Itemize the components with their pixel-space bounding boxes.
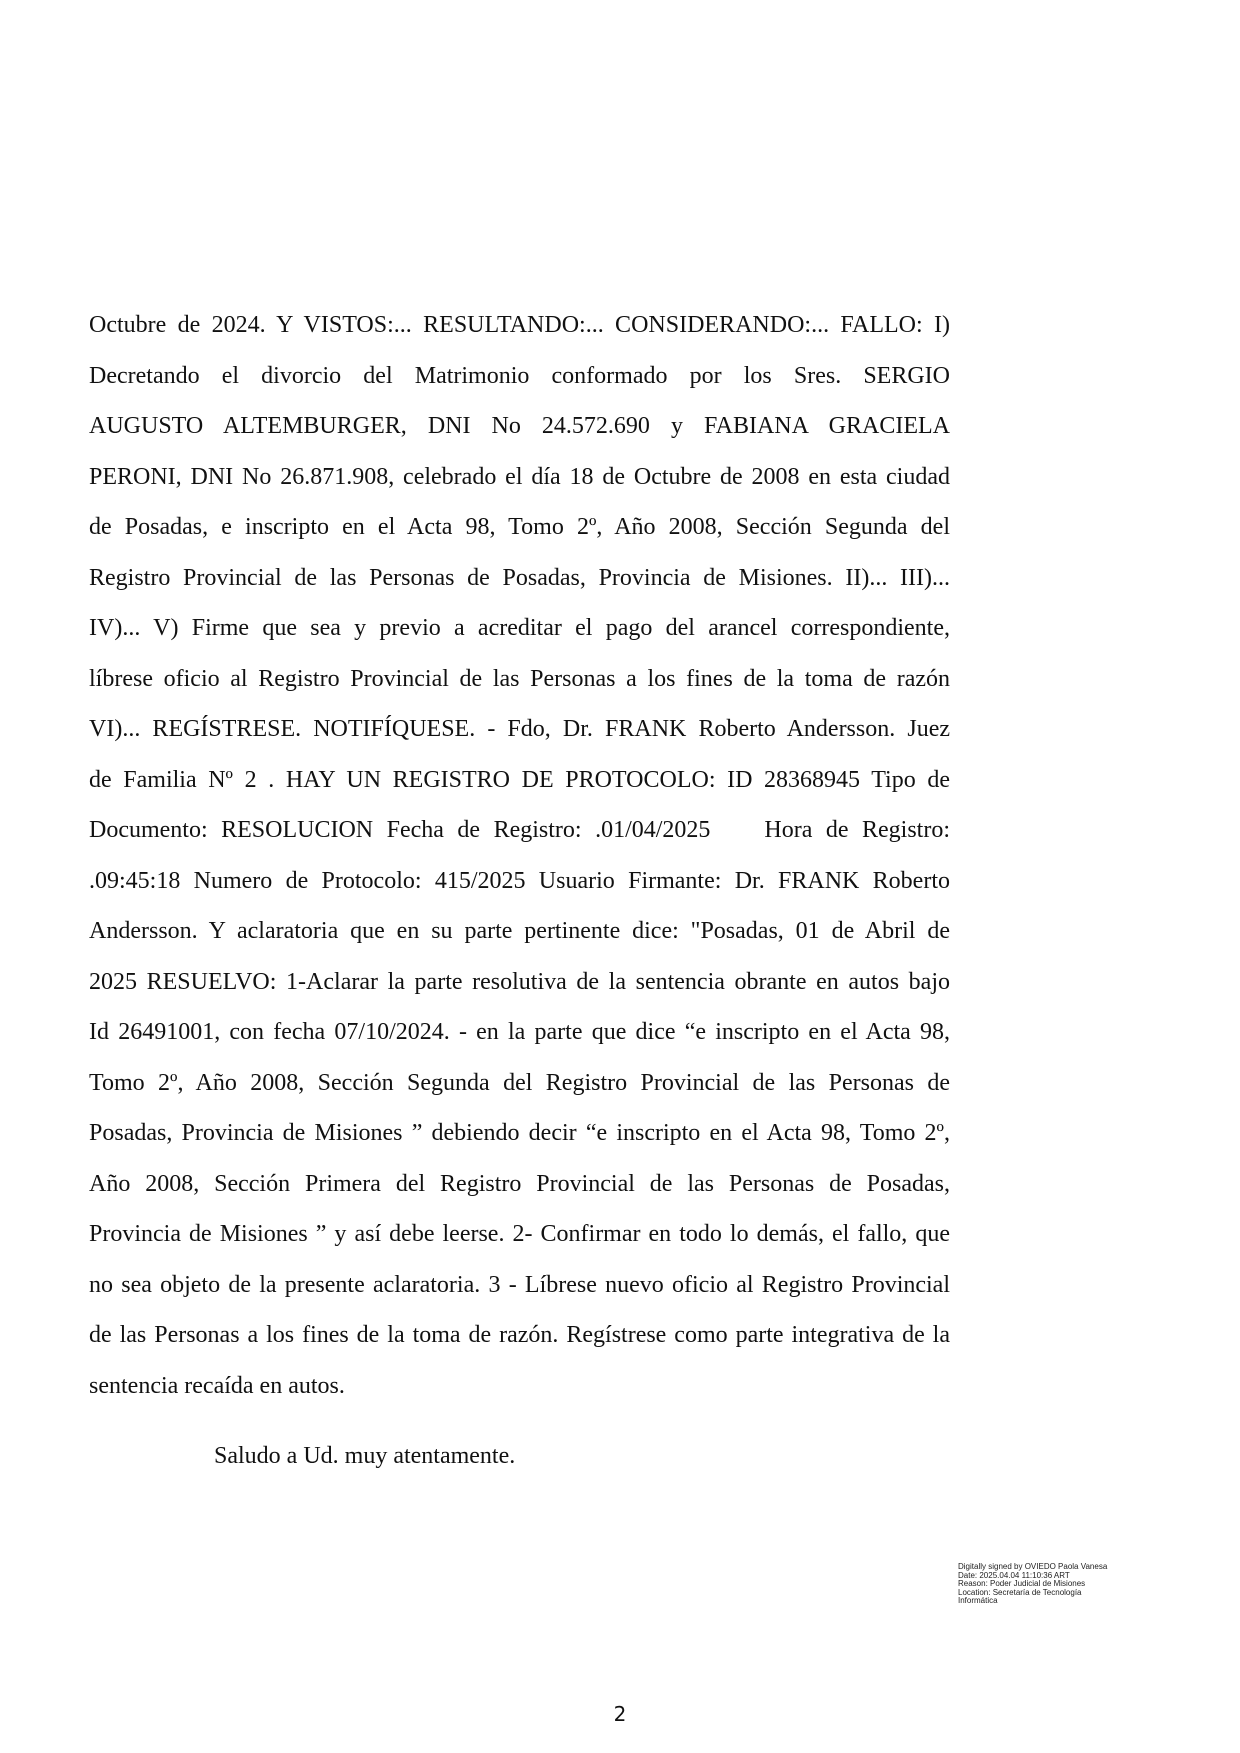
body-line: Registro Provincial de las Personas de Posadas, Provincia de Misiones. II)... III)... (89, 564, 950, 591)
body-line: Provincia de Misiones ” y así debe leerse. 2- Confirmar en todo lo demás, el fallo, que (89, 1221, 950, 1247)
body-line: .09:45:18 Numero de Protocolo: 415/2025 Usuario Firmante: Dr. FRANK Roberto (89, 867, 950, 894)
body-line: no sea objeto de la presente aclaratoria. 3 - Líbrese nuevo oficio al Registro Provincial (89, 1271, 950, 1298)
body-line: de Posadas, e inscripto en el Acta 98, Tomo 2º, Año 2008, Sección Segunda del (89, 514, 950, 540)
digital-signature-block (958, 1563, 1178, 1606)
body-line: Documento: RESOLUCION Fecha de Registro: .01/04/2025 Hora de Registro: (89, 817, 950, 843)
closing-salutation: Saludo a Ud. muy atentamente. (214, 1443, 516, 1469)
body-line: Decretando el divorcio del Matrimonio conformado por los Sres. SERGIO (89, 362, 950, 389)
signature-line: Reason: Poder Judicial de Misiones (958, 1579, 1086, 1588)
body-line: de Familia Nº 2 . HAY UN REGISTRO DE PROTOCOLO: ID 28368945 Tipo de (89, 766, 950, 793)
body-line: Año 2008, Sección Primera del Registro Provincial de las Personas de Posadas, (89, 1170, 950, 1197)
page-number: 2 (613, 1702, 627, 1726)
body-line: Posadas, Provincia de Misiones ” debiendo decir “e inscripto en el Acta 98, Tomo 2º, (89, 1120, 950, 1146)
body-line: PERONI, DNI No 26.871.908, celebrado el día 18 de Octubre de 2008 en esta ciudad (89, 463, 950, 490)
body-line: Id 26491001, con fecha 07/10/2024. - en la parte que dice “e inscripto en el Acta 98, (89, 1019, 950, 1045)
resolution-body-text (89, 300, 950, 1411)
body-line: IV)... V) Firme que sea y previo a acreditar el pago del arancel correspondiente, (89, 615, 950, 641)
body-line: AUGUSTO ALTEMBURGER, DNI No 24.572.690 y FABIANA GRACIELA (89, 413, 950, 439)
body-line: VI)... REGÍSTRESE. NOTIFÍQUESE. - Fdo, Dr. FRANK Roberto Andersson. Juez (89, 716, 950, 742)
body-line: 2025 RESUELVO: 1-Aclarar la parte resolutiva de la sentencia obrante en autos bajo (89, 968, 950, 995)
body-line: Octubre de 2024. Y VISTOS:... RESULTANDO:... CONSIDERANDO:... FALLO: I) (89, 312, 950, 338)
body-line: Tomo 2º, Año 2008, Sección Segunda del Registro Provincial de las Personas de (89, 1069, 950, 1096)
body-line: sentencia recaída en autos. (89, 1372, 345, 1399)
signature-line: Date: 2025.04.04 11:10:36 ART (958, 1570, 1070, 1580)
body-line: Andersson. Y aclaratoria que en su parte pertinente dice: "Posadas, 01 de Abril de (89, 918, 950, 944)
signature-line: Location: Secretaría de Tecnología (958, 1587, 1082, 1597)
body-line: líbrese oficio al Registro Provincial de las Personas a los fines de la toma de razón (89, 665, 950, 692)
signature-line: Digitally signed by OVIEDO Paola Vanesa (958, 1562, 1108, 1571)
body-line: de las Personas a los fines de la toma de razón. Regístrese como parte integrativa de la (89, 1322, 950, 1348)
signature-line: Informática (958, 1596, 998, 1605)
